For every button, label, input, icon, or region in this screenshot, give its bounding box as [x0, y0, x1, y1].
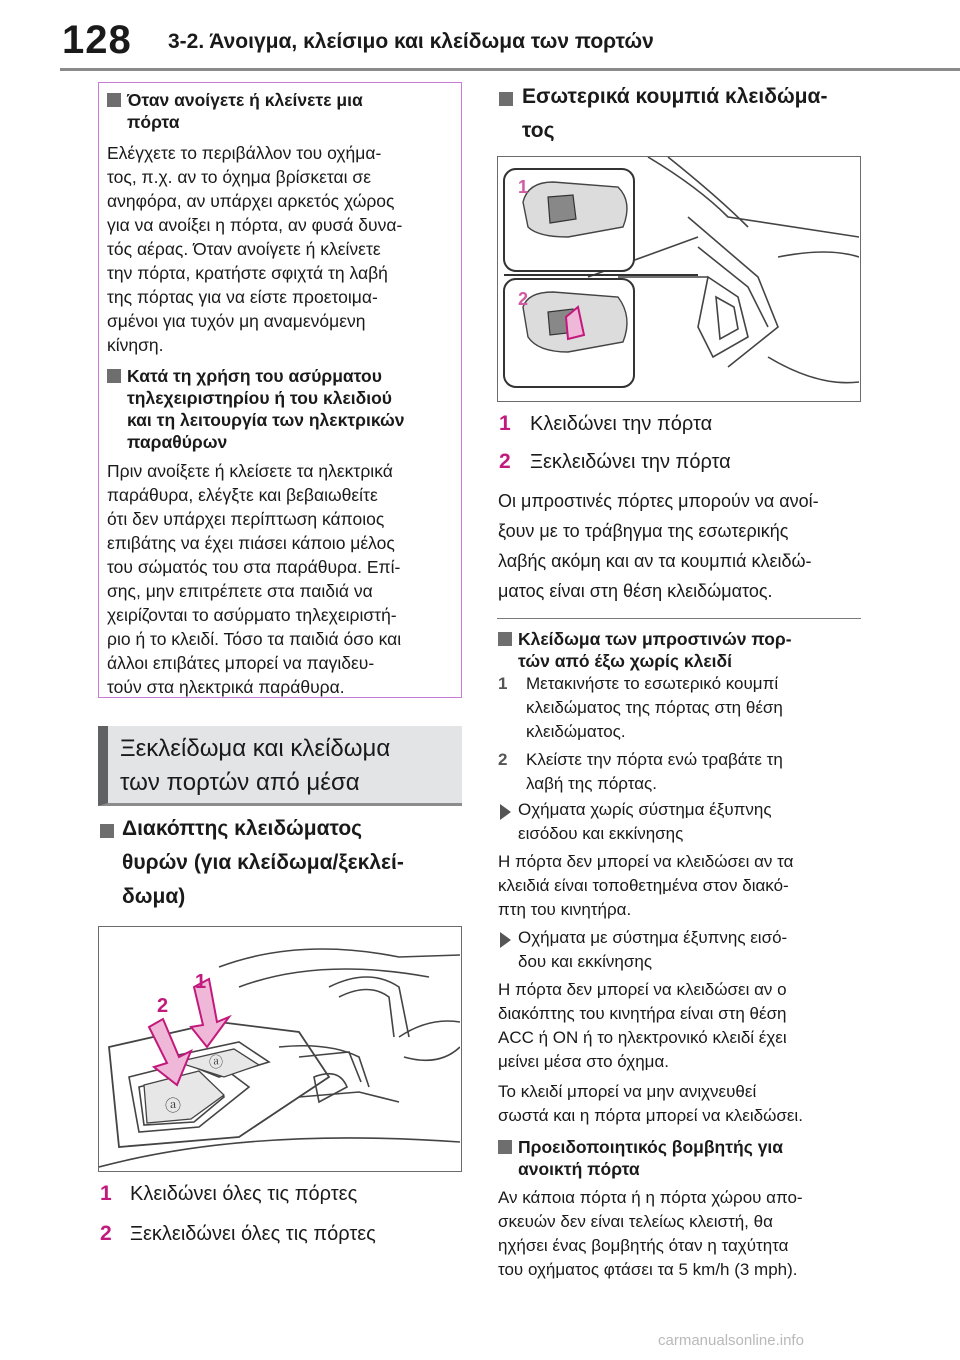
triangle-bullet-icon	[500, 804, 511, 820]
item-number: 2	[499, 450, 511, 473]
section-title: Ξεκλείδωμα και κλείδωμα των πορτών από μέσα	[120, 735, 391, 796]
square-bullet-icon	[107, 369, 121, 383]
inside-handle-paragraph: Οι μπροστινές πόρτες μπορούν να ανοί- ξουν με το τράβηγμα της εσωτερικής λαβής ακόμη και αν τα κουμπιά κλειδώ- ματος είναι στη θέση κλειδώματος.	[498, 491, 819, 601]
svg-text:ⓐ: ⓐ	[165, 1096, 182, 1115]
svg-text:ⓐ: ⓐ	[209, 1055, 223, 1071]
item-text: Κλειδώνει όλες τις πόρτες	[130, 1183, 358, 1205]
case2-paragraph: Η πόρτα δεν μπορεί να κλειδώσει αν ο διακόπτης του κινητήρα είναι στη θέση ACC ή ON ή το ηλεκτρονικό κλειδί έχει μείνει μέσα στο όχημα.	[498, 980, 787, 1071]
vehicles-without-smart-entry: Οχήματα χωρίς σύστημα έξυπνης εισόδου και εκκίνησης	[518, 800, 772, 843]
square-bullet-icon	[100, 824, 114, 838]
box-paragraph-2: Πριν ανοίξετε ή κλείσετε τα ηλεκτρικά παράθυρα, ελέγξτε και βεβαιωθείτε ότι δεν υπάρχει περίπτωση κάποιος επιβάτης να έχει πιάσει κάποιο μέλος του σώματός του στα παράθυρα. Επί- σης, μην επιτρέπετε στα παιδιά να χειρίζονται το ασύρματο τηλεχειριστή- ριο ή το κλειδί. Τόσο τα παιδιά όσο και άλλοι επιβάτες μπορεί να παγιδευ- τούν στα ηλεκτρικά παράθυρα.	[107, 461, 402, 697]
lock-without-key-heading: Κλείδωμα των μπροστινών πορ- τών από έξω χωρίς κλειδί	[518, 629, 792, 671]
watermark: carmanualsonline.info	[658, 1332, 804, 1349]
step-text: Μετακινήστε το εσωτερικό κουμπί κλειδώματος της πόρτας στη θέση κλειδώματος.	[526, 674, 783, 741]
door-lock-switch-heading: Διακόπτης κλειδώματος θυρών (για κλείδωμα/ξεκλεί- δωμα)	[122, 817, 404, 908]
header-divider	[60, 68, 960, 71]
case1-paragraph: Η πόρτα δεν μπορεί να κλειδώσει αν τα κλειδιά είναι τοποθετημένα στον διακό- πτη του κινητήρα.	[498, 852, 794, 919]
section-heading	[98, 726, 462, 806]
buzzer-paragraph: Αν κάποια πόρτα ή η πόρτα χώρου απο- σκευών δεν είναι τελείως κλειστή, θα ηχήσει ένας βομβητής όταν η ταχύτητα του οχήματος φτάσει τα 5 km/h (3 mph).	[498, 1188, 803, 1279]
figure-callout-2: 2	[157, 995, 169, 1017]
chapter-title: 3-2. Άνοιγμα, κλείσιμο και κλείδωμα των πορτών	[168, 30, 654, 53]
page-number: 128	[62, 18, 132, 62]
item-text: Κλειδώνει την πόρτα	[530, 413, 713, 435]
triangle-bullet-icon	[500, 932, 511, 948]
square-bullet-icon	[498, 632, 512, 646]
step-number: 1	[498, 674, 508, 693]
vehicles-with-smart-entry: Οχήματα με σύστημα έξυπνης εισό- δου και εκκίνησης	[518, 928, 788, 971]
square-bullet-icon	[498, 1140, 512, 1154]
square-bullet-icon	[499, 92, 513, 106]
caution-box	[98, 82, 462, 698]
key-detection-note: Το κλειδί μπορεί να μην ανιχνευθεί σωστά και η πόρτα μπορεί να κλειδώσει.	[498, 1082, 803, 1125]
inside-lock-button-figure	[497, 156, 861, 402]
inside-lock-buttons-heading: Εσωτερικά κουμπιά κλειδώμα- τος	[522, 85, 828, 142]
item-number: 1	[499, 412, 511, 435]
box-paragraph-1: Ελέγχετε το περιβάλλον του οχήμα- τος, π.χ. αν το όχημα βρίσκεται σε ανηφόρα, αν υπάρχει αρκετός χώρος για να ανοίξει η πόρτα, αν φυσά δυνα- τός αέρας. Όταν ανοίγετε ή κλείνετε την πόρτα, κρατήστε σφιχτά τη λαβή της πόρτας για να είστε προετοιμα- σμένοι για τυχόν μη αναμενόμενη κίνηση.	[107, 143, 403, 355]
open-door-buzzer-heading: Προειδοποιητικός βομβητής για ανοικτή πόρτα	[518, 1137, 784, 1179]
item-text: Ξεκλειδώνει την πόρτα	[530, 451, 731, 473]
figure-callout-2: 2	[518, 289, 529, 309]
inside-lock-button-illustration	[498, 157, 859, 400]
item-text: Ξεκλειδώνει όλες τις πόρτες	[130, 1223, 376, 1245]
figure-callout-1: 1	[518, 177, 529, 197]
box-heading-2: Κατά τη χρήση του ασύρματου τηλεχειριστηρίου ή του κλειδιού και τη λειτουργία των ηλεκτρικών παραθύρων	[127, 366, 405, 452]
item-number: 2	[100, 1222, 112, 1245]
section-divider	[497, 618, 861, 619]
box-heading-1: Όταν ανοίγετε ή κλείνετε μια πόρτα	[127, 90, 363, 132]
door-lock-switch-figure	[98, 926, 462, 1172]
door-lock-switch-illustration	[99, 927, 460, 1170]
step-number: 2	[498, 750, 508, 769]
item-number: 1	[100, 1182, 112, 1205]
step-text: Κλείστε την πόρτα ενώ τραβάτε τη λαβή της πόρτας.	[526, 750, 783, 793]
square-bullet-icon	[107, 93, 121, 107]
figure-callout-1: 1	[195, 971, 207, 993]
